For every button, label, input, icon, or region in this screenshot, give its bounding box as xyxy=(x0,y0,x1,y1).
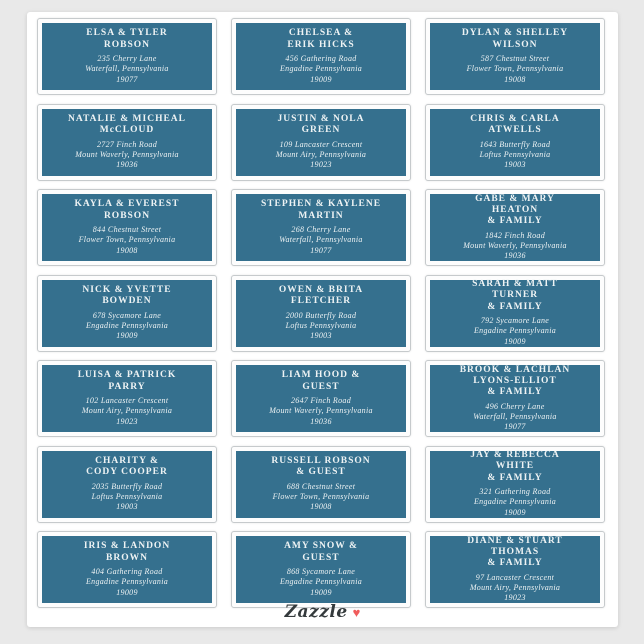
recipient-address xyxy=(474,487,556,518)
address-label-face xyxy=(236,451,406,518)
address-label xyxy=(425,189,605,266)
recipient-name-line: JAY & REBECCA xyxy=(470,450,560,461)
recipient-address-line: 19008 xyxy=(310,502,332,511)
recipient-address xyxy=(474,316,556,347)
recipient-name-line: WHITE xyxy=(495,461,535,472)
address-label xyxy=(231,360,411,437)
recipient-name-line: ROBSON xyxy=(103,210,151,221)
recipient-address-line: 19009 xyxy=(504,336,526,346)
recipient-name xyxy=(271,456,370,479)
address-label-face xyxy=(42,536,212,603)
recipient-address-line: 1643 Butterfly Road xyxy=(479,139,551,149)
label-sheet xyxy=(27,12,618,627)
recipient-address-line: Mount Airy, Pennsylvania xyxy=(81,406,173,416)
recipient-address-line: Mount Airy, Pennsylvania xyxy=(469,582,561,592)
address-label-face xyxy=(236,23,406,90)
recipient-address-line: 19023 xyxy=(504,593,526,603)
recipient-address-line: 102 Lancaster Crescent xyxy=(85,396,169,406)
recipient-name-line: CODY COOPER xyxy=(86,467,168,478)
recipient-name xyxy=(86,28,168,51)
recipient-name xyxy=(284,541,358,564)
address-label xyxy=(231,531,411,608)
recipient-name-line: BROWN xyxy=(106,552,148,563)
recipient-address xyxy=(463,231,567,262)
recipient-name-line: IRIS & LANDON xyxy=(83,541,171,552)
recipient-address-line: Flower Town, Pennsylvania xyxy=(78,235,176,245)
recipient-address-line: 678 Sycamore Lane xyxy=(92,310,162,320)
address-label-face xyxy=(430,536,600,603)
recipient-name-line: ROBSON xyxy=(103,39,151,50)
recipient-address-line: 496 Cherry Lane xyxy=(485,401,545,411)
recipient-address-line: Loftus Pennsylvania xyxy=(285,320,357,330)
recipient-address-line: Engadine Pennsylvania xyxy=(473,326,557,336)
recipient-name-line: McCLOUD xyxy=(99,125,155,136)
recipient-address-line: 19077 xyxy=(116,74,138,84)
recipient-address-line: Mount Waverly, Pennsylvania xyxy=(463,240,567,250)
labels-grid xyxy=(37,18,605,608)
address-label-face xyxy=(42,365,212,432)
address-label xyxy=(425,446,605,523)
recipient-name-line: MARTIN xyxy=(298,210,344,221)
recipient-address-line: 19023 xyxy=(116,416,138,426)
address-label xyxy=(425,275,605,352)
address-label xyxy=(425,531,605,608)
recipient-name-line: ERIK HICKS xyxy=(287,39,355,50)
recipient-name-line: NATALIE & MICHEAL xyxy=(68,113,186,124)
recipient-address-line: Engadine Pennsylvania xyxy=(473,497,557,507)
recipient-name xyxy=(472,279,558,313)
recipient-name-line: GUEST xyxy=(302,381,340,392)
recipient-name-line: & FAMILY xyxy=(487,301,543,312)
recipient-address xyxy=(75,140,179,171)
recipient-name-line: & FAMILY xyxy=(487,387,543,398)
recipient-address-line: 19009 xyxy=(504,507,526,517)
recipient-name-line: & FAMILY xyxy=(487,472,543,483)
address-label-face xyxy=(430,194,600,261)
recipient-name-line: PARRY xyxy=(108,381,146,392)
recipient-address-line: 19009 xyxy=(310,74,332,84)
address-label xyxy=(425,104,605,181)
recipient-address-line: 792 Sycamore Lane xyxy=(480,316,550,326)
recipient-name-line: CHELSEA & xyxy=(288,28,354,39)
address-label-face xyxy=(42,194,212,261)
recipient-name xyxy=(86,456,168,479)
recipient-name xyxy=(75,199,180,222)
heart-icon: ♥ xyxy=(352,604,361,620)
recipient-address-line: 19036 xyxy=(310,416,332,426)
recipient-address-line: 19009 xyxy=(116,331,138,340)
recipient-name xyxy=(287,28,354,51)
recipient-name-line: OWEN & BRITA xyxy=(278,284,364,295)
address-label xyxy=(37,275,217,352)
recipient-name xyxy=(470,114,560,137)
recipient-address xyxy=(280,567,362,598)
recipient-address-line: 587 Chestnut Street xyxy=(480,54,550,64)
recipient-address-line: 321 Gathering Road xyxy=(479,487,551,497)
address-label xyxy=(231,189,411,266)
recipient-address-line: 688 Chestnut Street xyxy=(286,481,356,491)
recipient-address-line: 2647 Finch Road xyxy=(290,396,352,406)
recipient-name-line: & FAMILY xyxy=(487,558,543,569)
recipient-name-line: LYONS-ELLIOT xyxy=(473,375,557,386)
recipient-address xyxy=(79,225,176,256)
recipient-address xyxy=(86,567,168,598)
recipient-address-line: Flower Town, Pennsylvania xyxy=(272,491,370,501)
recipient-address-line: 868 Sycamore Lane xyxy=(286,567,356,577)
recipient-address-line: 19009 xyxy=(116,587,138,597)
recipient-name-line: JUSTIN & NOLA xyxy=(277,113,365,124)
recipient-name xyxy=(278,114,365,137)
recipient-address-line: 456 Gathering Road xyxy=(285,54,357,64)
recipient-address-line: 2727 Finch Road xyxy=(96,139,158,149)
recipient-name xyxy=(84,541,170,564)
recipient-name xyxy=(467,536,562,570)
recipient-name-line: LIAM HOOD & xyxy=(281,370,361,381)
recipient-address xyxy=(276,140,366,171)
address-label xyxy=(37,189,217,266)
address-label xyxy=(231,446,411,523)
recipient-address-line: Engadine Pennsylvania xyxy=(85,577,169,587)
recipient-address-line: 109 Lancaster Crescent xyxy=(279,139,363,149)
recipient-name-line: RUSSELL ROBSON xyxy=(271,455,371,466)
recipient-address xyxy=(280,54,362,85)
recipient-name xyxy=(282,370,361,393)
recipient-address-line: Loftus Pennsylvania xyxy=(479,149,551,159)
recipient-name-line: DIANE & STUART xyxy=(467,535,563,546)
address-label xyxy=(231,18,411,95)
recipient-name-line: HEATON xyxy=(491,204,539,215)
recipient-name-line: GUEST xyxy=(302,552,340,563)
address-label-face xyxy=(42,23,212,90)
recipient-name-line: ATWELLS xyxy=(488,125,542,136)
recipient-name-line: KAYLA & EVEREST xyxy=(74,199,180,210)
recipient-name-line: CHARITY & xyxy=(95,455,159,466)
recipient-address-line: Waterfall, Pennsylvania xyxy=(473,411,557,421)
address-label-face xyxy=(430,23,600,90)
recipient-address-line: Engadine Pennsylvania xyxy=(279,577,363,587)
recipient-address-line: Waterfall, Pennsylvania xyxy=(85,64,169,74)
address-label-face xyxy=(42,451,212,518)
recipient-name-line: SARAH & MATT xyxy=(472,279,558,290)
recipient-name xyxy=(78,370,177,393)
recipient-address-line: Engadine Pennsylvania xyxy=(279,64,363,74)
recipient-address-line: Waterfall, Pennsylvania xyxy=(279,235,363,245)
recipient-name-line: GREEN xyxy=(301,125,341,136)
address-label-face xyxy=(430,109,600,176)
recipient-address-line: Engadine Pennsylvania xyxy=(85,320,169,330)
recipient-address-line: 19003 xyxy=(116,502,138,511)
recipient-address xyxy=(273,482,370,513)
address-label xyxy=(37,18,217,95)
recipient-address-line: 844 Chestnut Street xyxy=(92,225,162,235)
recipient-address-line: Loftus Pennsylvania xyxy=(91,491,163,501)
recipient-name-line: FLETCHER xyxy=(290,296,352,307)
recipient-name-line: TURNER xyxy=(491,290,539,301)
recipient-name-line: & GUEST xyxy=(296,467,346,478)
recipient-name-line: STEPHEN & KAYLENE xyxy=(260,199,382,210)
recipient-address-line: 19077 xyxy=(310,245,332,255)
recipient-address xyxy=(82,396,172,427)
recipient-address xyxy=(470,573,560,604)
address-label xyxy=(425,18,605,95)
recipient-name-line: THOMAS xyxy=(490,546,540,557)
recipient-address-line: 2000 Butterfly Road xyxy=(285,310,357,320)
address-label xyxy=(231,275,411,352)
address-label-face xyxy=(236,280,406,347)
address-label xyxy=(37,104,217,181)
recipient-name xyxy=(462,28,568,51)
recipient-name-line: ELSA & TYLER xyxy=(86,28,168,39)
address-label-face xyxy=(430,451,600,518)
recipient-address xyxy=(86,311,168,342)
address-label xyxy=(37,446,217,523)
recipient-address-line: 268 Cherry Lane xyxy=(291,225,351,235)
recipient-address-line: 19003 xyxy=(310,331,332,340)
address-label xyxy=(425,360,605,437)
recipient-address-line: 19036 xyxy=(504,251,526,261)
recipient-address-line: 19008 xyxy=(504,74,526,84)
recipient-address xyxy=(467,54,564,85)
recipient-address xyxy=(269,396,373,427)
recipient-name-line: & FAMILY xyxy=(487,216,543,227)
recipient-address-line: 19077 xyxy=(504,422,526,432)
address-label-face xyxy=(430,280,600,347)
recipient-name-line: BROOK & LACHLAN xyxy=(459,364,571,375)
address-label-face xyxy=(236,109,406,176)
address-label-face xyxy=(430,365,600,432)
recipient-name xyxy=(475,194,555,228)
recipient-address xyxy=(85,54,168,85)
recipient-name xyxy=(279,285,363,308)
address-label xyxy=(37,360,217,437)
recipient-address xyxy=(92,482,163,513)
recipient-name xyxy=(470,450,559,484)
recipient-name xyxy=(261,199,381,222)
recipient-address-line: Mount Airy, Pennsylvania xyxy=(275,149,367,159)
recipient-address-line: 19009 xyxy=(310,587,332,597)
address-label-face xyxy=(42,109,212,176)
recipient-address-line: 19036 xyxy=(116,160,138,169)
address-label-face xyxy=(236,194,406,261)
recipient-address-line: 404 Gathering Road xyxy=(91,567,163,577)
recipient-name-line: BOWDEN xyxy=(102,296,152,307)
zazzle-logo xyxy=(27,602,618,622)
recipient-address xyxy=(473,402,556,433)
address-label-face xyxy=(236,536,406,603)
recipient-address xyxy=(279,225,362,256)
recipient-name-line: CHRIS & CARLA xyxy=(470,113,560,124)
recipient-address xyxy=(480,140,551,171)
recipient-address-line: 19008 xyxy=(116,245,138,255)
recipient-name xyxy=(68,114,186,137)
address-label-face xyxy=(42,280,212,347)
recipient-address-line: 19023 xyxy=(310,160,332,169)
recipient-name-line: NICK & YVETTE xyxy=(82,284,172,295)
recipient-name-line: LUISA & PATRICK xyxy=(77,370,177,381)
recipient-name xyxy=(460,365,571,399)
recipient-address xyxy=(286,311,357,342)
recipient-address-line: Mount Waverly, Pennsylvania xyxy=(269,406,373,416)
address-label xyxy=(231,104,411,181)
recipient-name-line: GABE & MARY xyxy=(475,193,555,204)
address-label-face xyxy=(236,365,406,432)
zazzle-wordmark: Zazzle xyxy=(284,602,348,622)
recipient-address-line: Mount Waverly, Pennsylvania xyxy=(75,149,179,159)
recipient-address-line: 2035 Butterfly Road xyxy=(91,481,163,491)
recipient-address-line: Flower Town, Pennsylvania xyxy=(466,64,564,74)
recipient-address-line: 235 Cherry Lane xyxy=(97,54,157,64)
recipient-name xyxy=(82,285,171,308)
address-label xyxy=(37,531,217,608)
recipient-name-line: AMY SNOW & xyxy=(284,541,358,552)
recipient-name-line: WILSON xyxy=(492,39,538,50)
recipient-name-line: DYLAN & SHELLEY xyxy=(461,28,569,39)
recipient-address-line: 97 Lancaster Crescent xyxy=(475,572,555,582)
recipient-address-line: 19003 xyxy=(504,160,526,169)
recipient-address-line: 1842 Finch Road xyxy=(484,230,546,240)
